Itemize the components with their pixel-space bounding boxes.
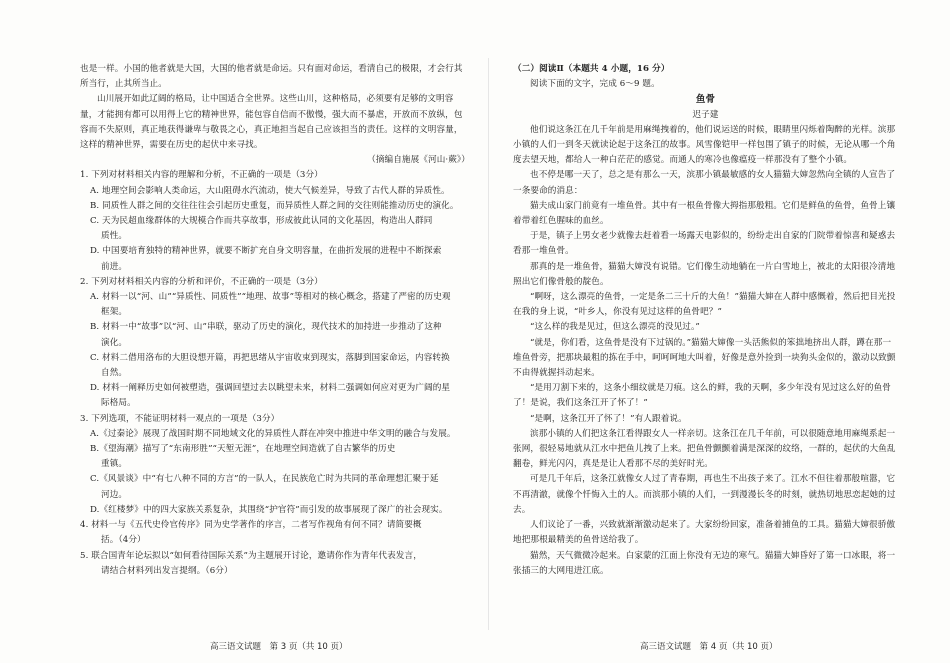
passage-paragraph: 山川展开如此辽阔的格局，让中国适合全世界。这些山川，这种格局，必须要有足够的文明容量，才能拥有都可以用得上它的精神世界，能包容自信而不傲慢，强大而不暴虐，开放而不放纵，包容而不失原则，真正地获得谦卑与敬畏之心，真正地担当起自己应该担当的责任。这样的文明容量，这样的精神世界，需要在历史的起伏中来寻找。	[80, 94, 463, 151]
option-c: C. 天为民超血缘群体的大规模合作而共享故事，形成彼此认同的文化基因，构造出人群同	[90, 216, 433, 227]
option-b-continued: 演化。	[101, 337, 128, 348]
story-paragraph: 猫然，天气微微冷起来。白家蒙的江面上你没有无边的寒气。猫猫大婶昏好了第一口冰眼，将一张插三的大网甩进江底。	[513, 550, 896, 576]
option-b-continued: 重镇。	[101, 459, 128, 470]
story-paragraph: “啊呀，这么漂亮的鱼骨，一定是条二三十斤的大鱼！”猫猫大婶在人群中感慨着，然后把目光投在我的身上说，“叶乡人，你没有见过这样的鱼骨吧？”	[513, 292, 896, 318]
question-stem: 1. 下列对材料相关内容的理解和分析，不正确的一项是（3分）	[80, 170, 323, 181]
story-paragraph: 猫夫成山家门前竟有一堆鱼骨。其中有一根鱼骨像大拇指那般粗。它们是鲜鱼的鱼骨，鱼骨上镶着带着红色腥味的血丝。	[513, 200, 896, 227]
question-4	[80, 518, 470, 548]
story-paragraph: 于是，镇子上男女老少就像去赶着看一场露天电影似的，纷纷走出自家的门院带着惊喜和疑惑去看那一堆鱼骨。	[513, 231, 896, 257]
story-paragraph: 可是几千年后，这条江就像女人过了青春期，再也生不出孩子来了。江水不但往着那般喧嚣，它不再清澈，就像个忏悔入土的人。而滨那小镇的人们，一到漫漫长冬的时刻，就热切地思恋起她的过去。	[513, 474, 896, 515]
option-d-continued: 际格局。	[101, 398, 136, 409]
option-b: B. 材料一中“故事”以“河、山”串联，驱动了历史的演化，现代技术的加持进一步推动了这种	[90, 322, 442, 333]
source-citation: （摘编自施展《河山·蕨》）	[367, 155, 470, 166]
page-footer-right: 高三语文试题 第 4 页（共 10 页）	[640, 642, 778, 652]
question-5	[80, 549, 470, 579]
option-d: D. 中国要培育独特的精神世界，就要不断扩充自身文明容量，在曲折发展的进程中不断探索	[90, 246, 442, 257]
option-a-continued: 框架。	[101, 307, 128, 318]
story-author: 迟子建	[692, 109, 719, 120]
story-paragraph: “就是，你们看，这鱼骨是没有下过锅的。”猫猫大婶像一头活熊似的笨拙地挤出人群，蹲在那一堆鱼骨旁，把那块最粗的拣在手中，呵呵呵地大叫着，好像是意外捡到一块狗头金似的，激动以致颤不由得就握抖动起来。	[513, 337, 896, 379]
option-a: A. 地理空间会影响人类命运，大山阻碍水汽流动，使大气候差异，导致了古代人群的异质性。	[90, 185, 450, 196]
story-paragraph: 人们议论了一番，兴致就渐渐激动起来了。大家纷纷回家，准备着捕鱼的工具。猫猫大婶很骄傲地把那根最精美的鱼骨送给我了。	[513, 520, 896, 546]
option-b: B. 同质性人群之间的交往往往会引起历史重复，而异质性人群之间的交往则能推动历史的演化。	[90, 200, 459, 211]
option-c-continued: 河边。	[101, 489, 128, 500]
option-c-continued: 自然。	[101, 368, 128, 379]
story-paragraph: “是用刀割下来的，这条小细纹就是刀痕。这么的鲜，我的天啊，多少年没有见过这么好的鱼骨了！是说，我们这条江开了怀了！”	[513, 383, 891, 409]
story-paragraph: 那真的是一堆鱼骨，猫猫大婶没有说错。它们像生动地躺在一片白雪地上，被北的太阳很冷清地照出它们像骨般的靛色。	[513, 261, 896, 287]
left-page-content	[80, 62, 470, 579]
option-d: D. 材料一阐释历史如何被塑造，强调回望过去以眺望未来，材料二强调如何应对更为广阔的星	[90, 383, 451, 394]
question-3	[80, 412, 470, 518]
story-paragraph: “这么样的我是见过，但这么漂亮的没见过。”	[530, 322, 700, 333]
reading-instruction: 阅读下面的文字，完成 6～9 题。	[530, 79, 660, 90]
page-divider	[488, 58, 489, 630]
page-footer-left: 高三语文试题 第 3 页（共 10 页）	[210, 642, 348, 652]
story-paragraph: 滨那小镇的人们把这条江看得跟女人一样亲切。这条江在几千年前，可以很随意地用麻绳系起一张网，很轻易地就从江水中把鱼儿拽了上来。把鱼骨颤颤着满是深深的纹络，一群的，起伏的大鱼乱翻卷，鲜光闪闪，真是是让人看那不尽的美好时光。	[513, 428, 896, 470]
question-stem-continued: 括。（4分）	[101, 535, 146, 546]
right-page-content	[513, 62, 898, 579]
story-paragraph: 他们说这条江在几千年前是用麻绳拽着的，他们说运送的时候，眼睛里闪烁着陶醉的光样。滨那小镇的人们一到冬天就读论起于这条江的故事。风雪像铠甲一样包围了镇子的时候，无论从哪一个角度去望天地，都给人一种白茫茫的感觉。而通人的寒冷也像瘟疫一样那没有了整个小镇。	[513, 124, 896, 166]
option-a: A.《过秦论》展现了战国时期不同地域文化的异质性人群在冲突中推进中华文明的融合与发展。	[90, 428, 456, 439]
option-c: C.《风景谈》中“有七八种不同的方言”的一队人，在民族危亡时为共同的革命理想汇聚于延	[90, 474, 439, 485]
question-stem: 4. 材料一与《五代史伶官传序》同为史学著作的序言，二者写作视角有何不同？请简要概	[80, 520, 422, 531]
story-title: 鱼骨	[695, 94, 716, 106]
story-paragraph: 也不停是哪一天了，总之是有那么一天，滨那小镇最敏感的女人猫猫大婶忽然向全镇的人宣告了一条要命的消息：	[513, 170, 896, 196]
option-d: D.《红楼梦》中的四大家族关系复杂，其围绕“护官符”而引发的故事展现了深广的社会现实。	[90, 504, 448, 515]
question-stem-continued: 请结合材料列出发言提纲。（6分）	[101, 565, 233, 576]
section-heading: （二）阅读Ⅱ（本题共 4 小题，16 分）	[513, 64, 670, 74]
passage-paragraph: 也是一样。小国的他者就是大国，大国的他者就是命运。只有面对命运，看清自己的极限，才会行其所当行，止其所当止。	[80, 64, 463, 90]
question-stem: 3. 下列选项，不能证明材料一观点的一项是（3分）	[80, 413, 280, 424]
question-2	[80, 275, 470, 412]
option-c: C. 材料二借用洛布的大胆设想开篇，再把思绪从宇宙收束到现实，落脚到国家命运，内容转换	[90, 352, 450, 363]
question-stem: 2. 下列对材料相关内容的分析和评价，不正确的一项是（3分）	[80, 276, 323, 287]
question-stem: 5. 联合国青年论坛拟以“如何看待国际关系”为主题展开讨论，邀请你作为青年代表发言，	[80, 550, 422, 561]
option-c-continued: 质性。	[101, 231, 128, 242]
story-paragraph: “是啊，这条江开了怀了！”有人跟着说。	[530, 413, 687, 424]
option-d-continued: 前进。	[101, 261, 128, 272]
option-b: B.《望海潮》描写了“东南形胜”“天堑无涯”，在地理空间造就了自古繁华的历史	[90, 444, 396, 455]
option-a: A. 材料一以“河、山”“异质性、同质性”“地理、故事”等相对的核心概念，搭建了严密的历史观	[90, 292, 451, 303]
question-1	[80, 168, 470, 274]
